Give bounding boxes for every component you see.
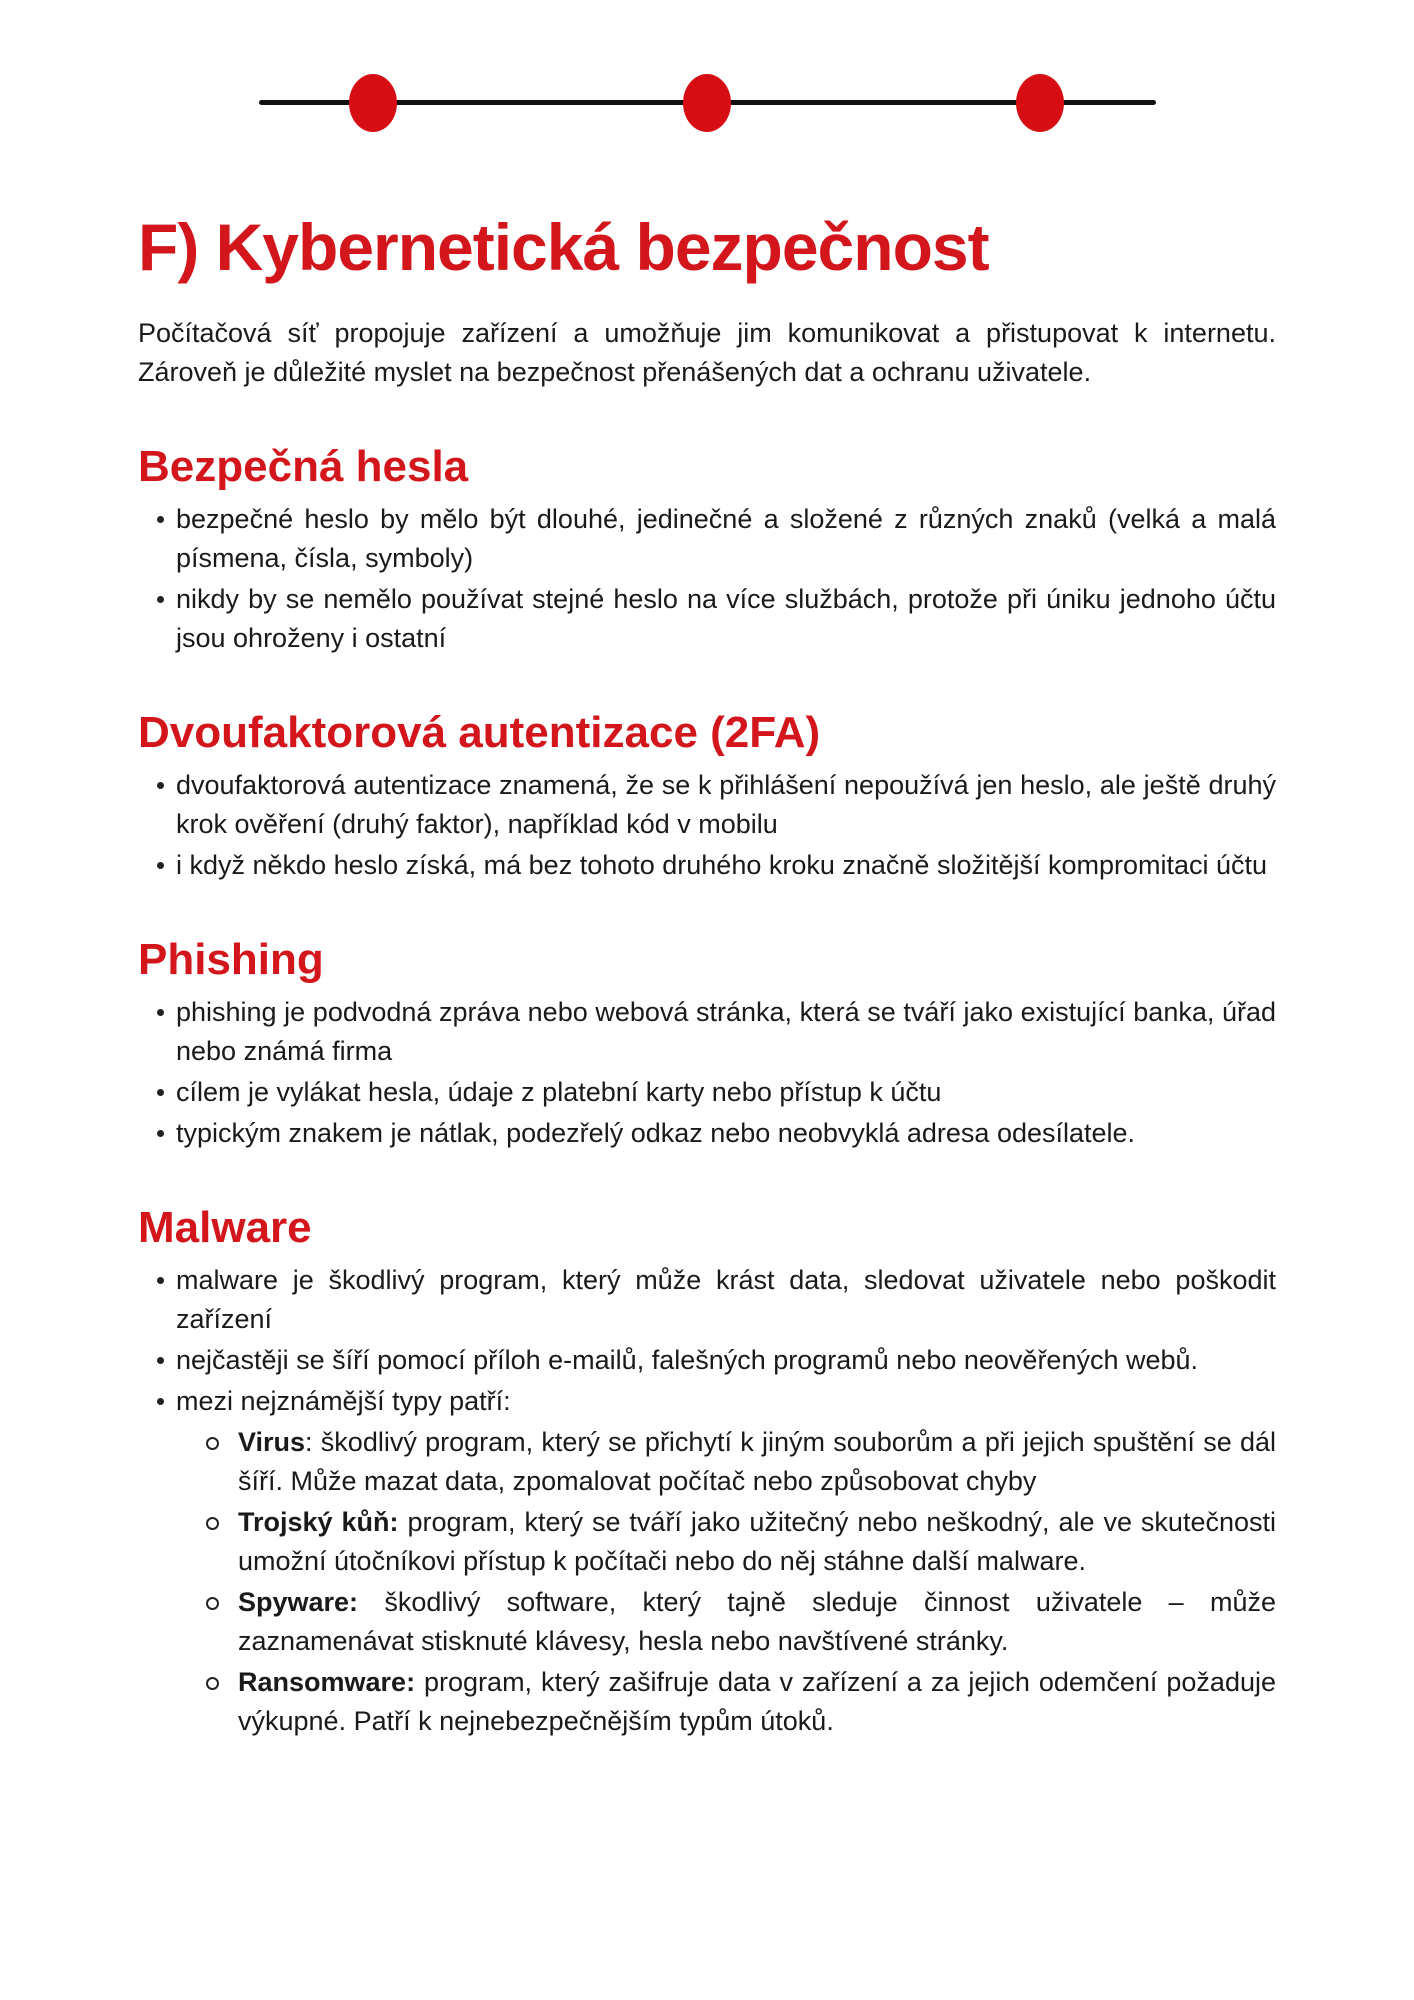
list-item xyxy=(138,1114,1276,1153)
term-label: Trojský kůň: xyxy=(238,1507,399,1537)
list-item-text: malware je škodlivý program, který může krást data, sledovat uživatele nebo poškodit zařízení xyxy=(176,1265,1276,1334)
sub-list-item-text: program, který zašifruje data v zařízení a za jejich odemčení požaduje výkupné. Patří k nejnebezpečnějším typům útoků. xyxy=(238,1667,1276,1736)
list-item-text: nikdy by se nemělo používat stejné heslo na více službách, protože při úniku jednoho účtu jsou ohroženy i ostatní xyxy=(176,584,1276,653)
sub-list-item xyxy=(176,1423,1276,1501)
list-item xyxy=(138,1382,1276,1741)
term-label: Ransomware: xyxy=(238,1667,416,1697)
section-heading-bezpecna-hesla: Bezpečná hesla xyxy=(138,442,469,491)
header-ornament xyxy=(0,0,1414,160)
list-item xyxy=(138,1261,1276,1339)
sub-list-item xyxy=(176,1663,1276,1741)
bullet-list-bezpecna-hesla xyxy=(138,500,1276,658)
ornament-dot-1 xyxy=(349,74,397,132)
page-title: F) Kybernetická bezpečnost xyxy=(138,210,989,284)
sub-list-item xyxy=(176,1583,1276,1661)
term-label: Spyware: xyxy=(238,1587,359,1617)
list-item-text: dvoufaktorová autentizace znamená, že se k přihlášení nepoužívá jen heslo, ale ještě druhý krok ověření (druhý faktor), například kód v mobilu xyxy=(176,770,1276,839)
list-item-text: cílem je vylákat hesla, údaje z platební karty nebo přístup k účtu xyxy=(176,1077,942,1107)
list-item xyxy=(138,766,1276,844)
sub-list-item xyxy=(176,1503,1276,1581)
list-item xyxy=(138,846,1276,885)
list-item-text: phishing je podvodná zpráva nebo webová stránka, která se tváří jako existující banka, úřad nebo známá firma xyxy=(176,997,1276,1066)
section-heading-dvoufaktorova-autentizace: Dvoufaktorová autentizace (2FA) xyxy=(138,708,821,757)
sub-bullet-list xyxy=(176,1423,1276,1741)
ornament-dot-3 xyxy=(1016,74,1064,132)
list-item xyxy=(138,993,1276,1071)
list-item xyxy=(138,1073,1276,1112)
list-item xyxy=(138,500,1276,578)
sections-container xyxy=(138,442,1276,1741)
list-item-text: mezi nejznámější typy patří: xyxy=(176,1386,511,1416)
bullet-list-malware xyxy=(138,1261,1276,1741)
list-item-text: bezpečné heslo by mělo být dlouhé, jedinečné a složené z různých znaků (velká a malá písmena, čísla, symboly) xyxy=(176,504,1276,573)
section-heading-malware: Malware xyxy=(138,1203,312,1252)
sub-list-item-text: : škodlivý program, který se přichytí k jiným souborům a při jejich spuštění se dál šíří. Může mazat data, zpomalovat počítač nebo způsobovat chyby xyxy=(238,1427,1276,1496)
term-label: Virus xyxy=(238,1427,306,1457)
list-item-text: typickým znakem je nátlak, podezřelý odkaz nebo neobvyklá adresa odesílatele. xyxy=(176,1118,1136,1148)
section-heading-phishing: Phishing xyxy=(138,935,324,984)
list-item-text: i když někdo heslo získá, má bez tohoto druhého kroku značně složitější kompromitaci účtu xyxy=(176,850,1268,880)
list-item xyxy=(138,580,1276,658)
intro-paragraph: Počítačová síť propojuje zařízení a umožňuje jim komunikovat a přistupovat k internetu. Zároveň je důležité myslet na bezpečnost přenášených dat a ochranu uživatele. xyxy=(138,318,1276,387)
bullet-list-phishing xyxy=(138,993,1276,1153)
bullet-list-dvoufaktorova-autentizace xyxy=(138,766,1276,885)
ornament-dot-2 xyxy=(683,74,731,132)
list-item-text: nejčastěji se šíří pomocí příloh e-mailů, falešných programů nebo neověřených webů. xyxy=(176,1345,1199,1375)
sub-list-item-text: škodlivý software, který tajně sleduje činnost uživatele – může zaznamenávat stisknuté klávesy, hesla nebo navštívené stránky. xyxy=(238,1587,1276,1656)
list-item xyxy=(138,1341,1276,1380)
sub-list-item-text: program, který se tváří jako užitečný nebo neškodný, ale ve skutečnosti umožní útočníkovi přístup k počítači nebo do něj stáhne další malware. xyxy=(238,1507,1277,1576)
document-content xyxy=(0,208,1414,1741)
